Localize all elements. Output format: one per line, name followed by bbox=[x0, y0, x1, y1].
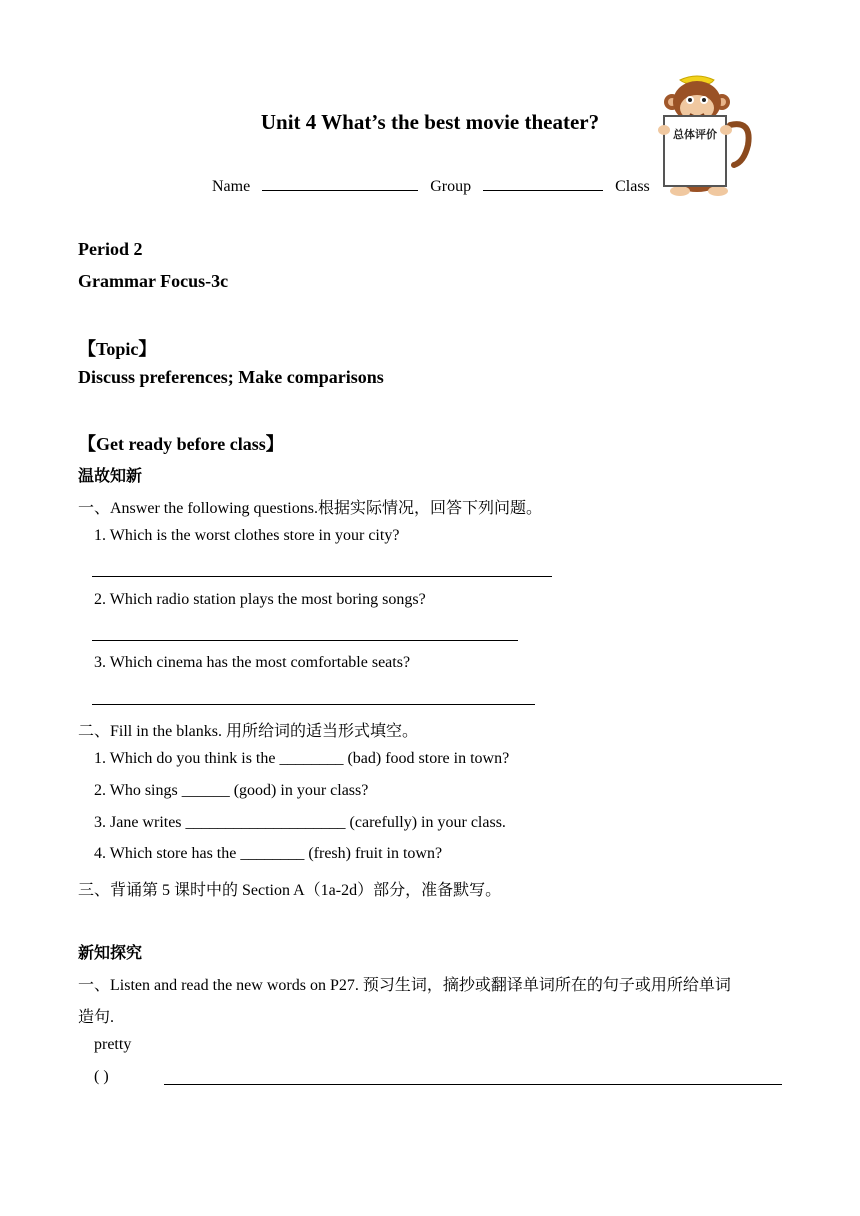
question-1-2: 2. Which radio station plays the most boring songs? bbox=[94, 591, 426, 608]
monkey-badge-icon bbox=[652, 70, 762, 200]
blank-question-1: 1. Which do you think is the ________ (bad) food store in town? bbox=[94, 750, 510, 767]
blank-question-4: 4. Which store has the ________ (fresh) fruit in town? bbox=[94, 845, 443, 862]
section3-heading: 三、背诵第 5 课时中的 Section A（1a-2d）部分，准备默写。 bbox=[78, 882, 502, 899]
answer-line-1[interactable] bbox=[92, 576, 552, 577]
new-words-instruction-line2: 造句. bbox=[78, 1009, 115, 1026]
group-label: Group bbox=[430, 178, 472, 195]
name-field[interactable] bbox=[262, 176, 418, 191]
class-label: Class bbox=[615, 178, 650, 195]
name-label: Name bbox=[212, 178, 251, 195]
badge-text: 总体评价 bbox=[673, 128, 717, 141]
question-1-1: 1. Which is the worst clothes store in your city? bbox=[94, 527, 400, 544]
group-field[interactable] bbox=[483, 176, 603, 191]
section2-heading: 二、Fill in the blanks. 用所给词的适当形式填空。 bbox=[78, 723, 419, 740]
new-knowledge-heading: 新知探究 bbox=[78, 943, 143, 962]
new-words-instruction-line1: 一、Listen and read the new words on P27. 预习生词，摘抄或翻译单词所在的句子或用所给单词 bbox=[78, 977, 731, 994]
ready-heading: 【Get ready before class】 bbox=[78, 434, 284, 454]
vocab-paren: ( ) bbox=[94, 1068, 109, 1085]
review-heading: 温故知新 bbox=[78, 466, 143, 485]
name-group-class-row bbox=[212, 176, 650, 196]
blank-question-3: 3. Jane writes ____________________ (carefully) in your class. bbox=[94, 814, 506, 831]
vocab-answer-line[interactable] bbox=[164, 1084, 782, 1085]
section1-heading: 一、Answer the following questions.根据实际情况，回答下列问题。 bbox=[78, 500, 542, 517]
topic-text: Discuss preferences; Make comparisons bbox=[78, 367, 384, 387]
page-title: Unit 4 What’s the best movie theater? bbox=[260, 110, 600, 134]
vocab-word: pretty bbox=[94, 1036, 132, 1053]
period-heading: Period 2 bbox=[78, 239, 143, 259]
focus-heading: Grammar Focus-3c bbox=[78, 271, 229, 291]
answer-line-3[interactable] bbox=[92, 704, 535, 705]
blank-question-2: 2. Who sings ______ (good) in your class? bbox=[94, 782, 369, 799]
answer-line-2[interactable] bbox=[92, 640, 518, 641]
topic-heading: 【Topic】 bbox=[78, 339, 157, 359]
question-1-3: 3. Which cinema has the most comfortable seats? bbox=[94, 654, 411, 671]
